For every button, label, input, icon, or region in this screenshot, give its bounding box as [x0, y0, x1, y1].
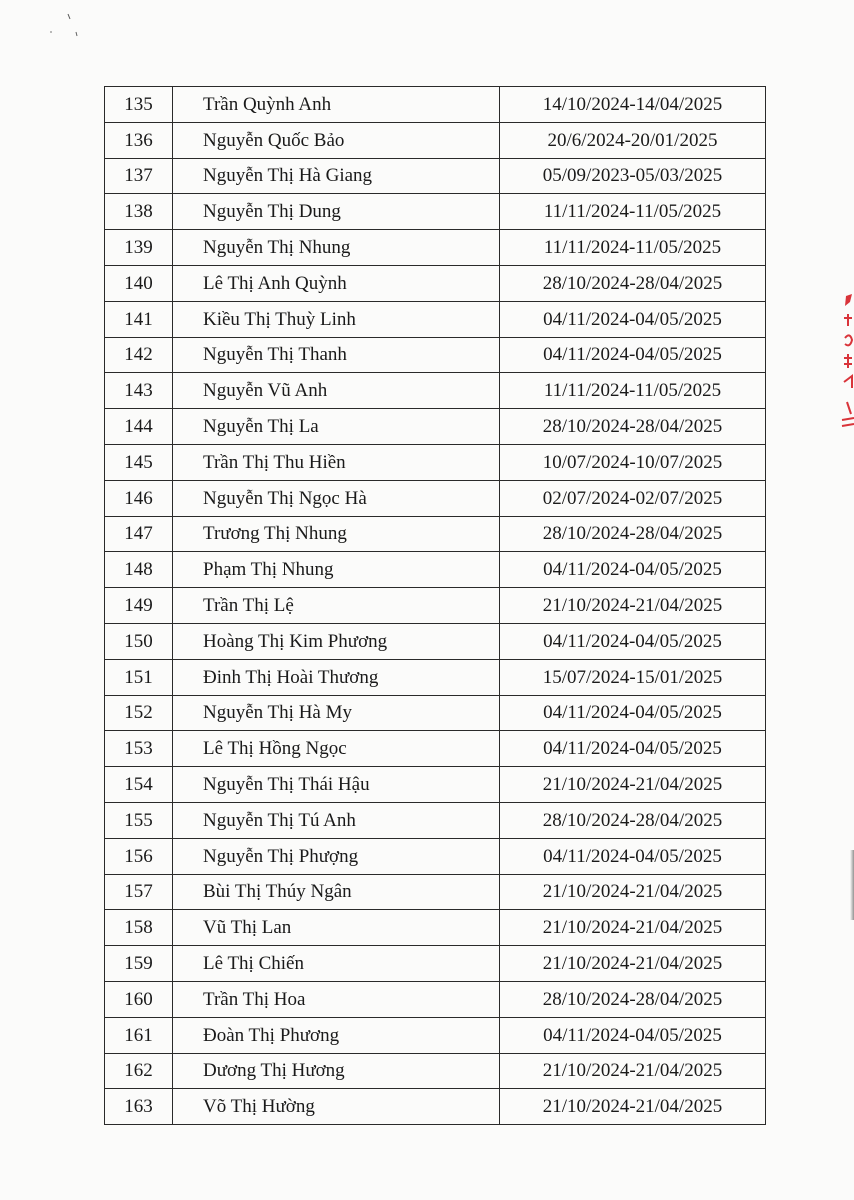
- table-row: [105, 444, 766, 480]
- date-range-cell: 15/07/2024-15/01/2025: [500, 659, 766, 695]
- table-row: [105, 373, 766, 409]
- date-range-cell: 04/11/2024-04/05/2025: [500, 301, 766, 337]
- table-row: [105, 981, 766, 1017]
- table-row: [105, 87, 766, 123]
- date-range-cell: 21/10/2024-21/04/2025: [500, 1053, 766, 1089]
- person-name-cell: Phạm Thị Nhung: [173, 552, 500, 588]
- table-row: [105, 265, 766, 301]
- person-name-cell: Nguyễn Thị Dung: [173, 194, 500, 230]
- row-number-cell: 144: [105, 409, 173, 445]
- row-number-cell: 153: [105, 731, 173, 767]
- row-number-cell: 160: [105, 981, 173, 1017]
- person-name-cell: Nguyễn Thị Thái Hậu: [173, 767, 500, 803]
- person-name-cell: Trần Thị Hoa: [173, 981, 500, 1017]
- person-name-cell: Trần Quỳnh Anh: [173, 87, 500, 123]
- date-range-cell: 21/10/2024-21/04/2025: [500, 946, 766, 982]
- person-name-cell: Vũ Thị Lan: [173, 910, 500, 946]
- row-number-cell: 141: [105, 301, 173, 337]
- row-number-cell: 163: [105, 1089, 173, 1125]
- person-name-cell: Hoàng Thị Kim Phương: [173, 623, 500, 659]
- date-range-cell: 21/10/2024-21/04/2025: [500, 1089, 766, 1125]
- table-row: [105, 301, 766, 337]
- row-number-cell: 146: [105, 480, 173, 516]
- date-range-cell: 05/09/2023-05/03/2025: [500, 158, 766, 194]
- date-range-cell: 21/10/2024-21/04/2025: [500, 767, 766, 803]
- person-name-cell: Nguyễn Vũ Anh: [173, 373, 500, 409]
- date-range-cell: 14/10/2024-14/04/2025: [500, 87, 766, 123]
- date-range-cell: 04/11/2024-04/05/2025: [500, 337, 766, 373]
- table-row: [105, 767, 766, 803]
- date-range-cell: 04/11/2024-04/05/2025: [500, 623, 766, 659]
- date-range-cell: 04/11/2024-04/05/2025: [500, 695, 766, 731]
- person-name-cell: Bùi Thị Thúy Ngân: [173, 874, 500, 910]
- table-body: [105, 87, 766, 1125]
- row-number-cell: 147: [105, 516, 173, 552]
- person-name-cell: Trần Thị Thu Hiền: [173, 444, 500, 480]
- date-range-cell: 28/10/2024-28/04/2025: [500, 802, 766, 838]
- table-row: [105, 337, 766, 373]
- row-number-cell: 135: [105, 87, 173, 123]
- row-number-cell: 143: [105, 373, 173, 409]
- date-range-cell: 11/11/2024-11/05/2025: [500, 230, 766, 266]
- person-name-cell: Lê Thị Anh Quỳnh: [173, 265, 500, 301]
- table-row: [105, 230, 766, 266]
- row-number-cell: 161: [105, 1017, 173, 1053]
- person-name-cell: Trương Thị Nhung: [173, 516, 500, 552]
- row-number-cell: 139: [105, 230, 173, 266]
- person-name-cell: Nguyễn Thị Thanh: [173, 337, 500, 373]
- table-row: [105, 874, 766, 910]
- table-row: [105, 946, 766, 982]
- date-range-cell: 28/10/2024-28/04/2025: [500, 516, 766, 552]
- date-range-cell: 04/11/2024-04/05/2025: [500, 731, 766, 767]
- date-range-cell: 21/10/2024-21/04/2025: [500, 588, 766, 624]
- person-name-cell: Nguyễn Thị Hà My: [173, 695, 500, 731]
- table-row: [105, 122, 766, 158]
- row-number-cell: 150: [105, 623, 173, 659]
- table-row: [105, 588, 766, 624]
- person-name-cell: Trần Thị Lệ: [173, 588, 500, 624]
- table-row: [105, 480, 766, 516]
- row-number-cell: 136: [105, 122, 173, 158]
- table-row: [105, 552, 766, 588]
- row-number-cell: 152: [105, 695, 173, 731]
- date-range-cell: 28/10/2024-28/04/2025: [500, 265, 766, 301]
- row-number-cell: 158: [105, 910, 173, 946]
- row-number-cell: 151: [105, 659, 173, 695]
- person-name-cell: Nguyễn Thị Tú Anh: [173, 802, 500, 838]
- date-range-cell: 21/10/2024-21/04/2025: [500, 874, 766, 910]
- person-name-cell: Nguyễn Thị Nhung: [173, 230, 500, 266]
- table-row: [105, 623, 766, 659]
- date-range-cell: 28/10/2024-28/04/2025: [500, 981, 766, 1017]
- table-row: [105, 1053, 766, 1089]
- date-range-cell: 11/11/2024-11/05/2025: [500, 194, 766, 230]
- table-row: [105, 158, 766, 194]
- scan-edge-shadow: [850, 850, 854, 920]
- row-number-cell: 138: [105, 194, 173, 230]
- person-name-cell: Nguyễn Thị Ngọc Hà: [173, 480, 500, 516]
- row-number-cell: 145: [105, 444, 173, 480]
- row-number-cell: 149: [105, 588, 173, 624]
- table-row: [105, 802, 766, 838]
- table-row: [105, 910, 766, 946]
- row-number-cell: 154: [105, 767, 173, 803]
- person-name-cell: Lê Thị Hồng Ngọc: [173, 731, 500, 767]
- scan-artifact-mark: [48, 10, 88, 40]
- person-name-cell: Kiều Thị Thuỳ Linh: [173, 301, 500, 337]
- table-row: [105, 838, 766, 874]
- row-number-cell: 155: [105, 802, 173, 838]
- date-range-cell: 21/10/2024-21/04/2025: [500, 910, 766, 946]
- table-row: [105, 1017, 766, 1053]
- row-number-cell: 148: [105, 552, 173, 588]
- date-range-cell: 04/11/2024-04/05/2025: [500, 552, 766, 588]
- table-row: [105, 659, 766, 695]
- date-range-cell: 28/10/2024-28/04/2025: [500, 409, 766, 445]
- date-range-cell: 10/07/2024-10/07/2025: [500, 444, 766, 480]
- row-number-cell: 157: [105, 874, 173, 910]
- row-number-cell: 159: [105, 946, 173, 982]
- red-stamp-edge: [840, 292, 854, 432]
- table-row: [105, 194, 766, 230]
- date-range-cell: 04/11/2024-04/05/2025: [500, 1017, 766, 1053]
- person-name-cell: Đinh Thị Hoài Thương: [173, 659, 500, 695]
- person-name-cell: Nguyễn Thị Phượng: [173, 838, 500, 874]
- person-name-cell: Dương Thị Hương: [173, 1053, 500, 1089]
- person-name-cell: Lê Thị Chiến: [173, 946, 500, 982]
- personnel-list-table: [104, 86, 766, 1125]
- person-name-cell: Nguyễn Quốc Bảo: [173, 122, 500, 158]
- table-row: [105, 516, 766, 552]
- person-name-cell: Võ Thị Hường: [173, 1089, 500, 1125]
- table-row: [105, 409, 766, 445]
- person-name-cell: Nguyễn Thị Hà Giang: [173, 158, 500, 194]
- date-range-cell: 11/11/2024-11/05/2025: [500, 373, 766, 409]
- row-number-cell: 162: [105, 1053, 173, 1089]
- person-name-cell: Nguyễn Thị La: [173, 409, 500, 445]
- table-row: [105, 731, 766, 767]
- row-number-cell: 137: [105, 158, 173, 194]
- date-range-cell: 20/6/2024-20/01/2025: [500, 122, 766, 158]
- table-row: [105, 1089, 766, 1125]
- person-name-cell: Đoàn Thị Phương: [173, 1017, 500, 1053]
- row-number-cell: 156: [105, 838, 173, 874]
- row-number-cell: 140: [105, 265, 173, 301]
- row-number-cell: 142: [105, 337, 173, 373]
- table-row: [105, 695, 766, 731]
- date-range-cell: 04/11/2024-04/05/2025: [500, 838, 766, 874]
- date-range-cell: 02/07/2024-02/07/2025: [500, 480, 766, 516]
